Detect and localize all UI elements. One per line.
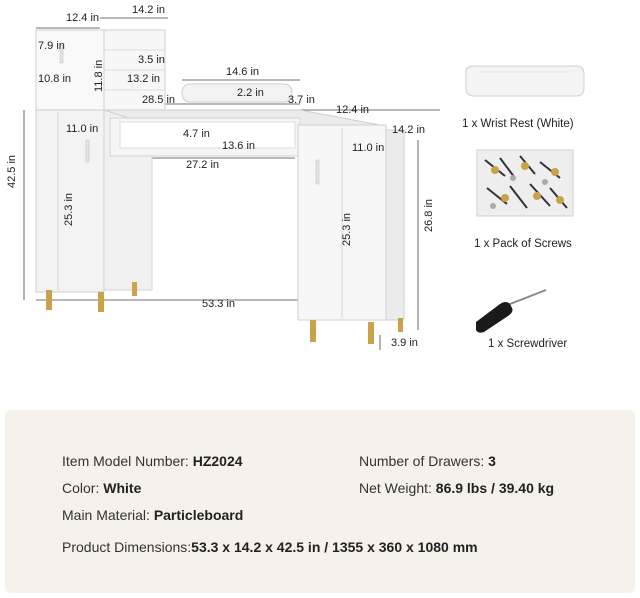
dim-right-cab-width: 11.0 in — [352, 142, 385, 154]
spec-color-value: White — [103, 480, 142, 496]
dim-shelf-gap: 3.5 in — [138, 54, 165, 66]
dim-right-door-height: 25.3 in — [341, 212, 353, 246]
dim-left-door-height: 25.3 in — [63, 192, 75, 226]
spec-color — [62, 480, 141, 496]
spec-drawers — [359, 453, 496, 469]
spec-material-label: Main Material: — [62, 507, 150, 523]
screwdriver-icon — [470, 286, 550, 336]
spec-model — [62, 453, 243, 469]
spec-dimensions — [62, 539, 478, 555]
dim-rest-offset: 3.7 in — [288, 94, 315, 106]
dim-drawer-height: 10.8 in — [38, 73, 72, 85]
spec-material — [62, 507, 243, 523]
spec-dimensions-label: Product Dimensions: — [62, 539, 192, 555]
spec-color-label: Color: — [62, 480, 100, 496]
dim-drawer-inner-w: 13.6 in — [222, 140, 256, 152]
spec-weight-value: 86.9 lbs / 39.40 kg — [435, 480, 555, 496]
dim-upper-width: 12.4 in — [66, 12, 100, 24]
dim-top-width: 14.2 in — [132, 4, 166, 16]
dim-rest-height: 2.2 in — [237, 87, 264, 99]
dim-drawer-width: 7.9 in — [38, 40, 65, 52]
dim-shelf-depth: 13.2 in — [127, 73, 161, 85]
accessory-label-wrist-rest: 1 x Wrist Rest (White) — [462, 118, 574, 130]
spec-weight — [359, 480, 554, 496]
spec-dimensions-value: 53.3 x 14.2 x 42.5 in / 1355 x 360 x 1080 mm — [191, 539, 478, 555]
dim-drawer-inner-h: 4.7 in — [183, 128, 210, 140]
dim-total-height: 42.5 in — [6, 154, 18, 188]
dim-leg-height: 3.9 in — [391, 337, 418, 349]
screws-icon — [475, 148, 575, 218]
spec-material-value: Particleboard — [153, 507, 244, 523]
dim-total-width: 53.3 in — [202, 298, 236, 310]
spec-drawers-value: 3 — [488, 453, 496, 469]
dim-right-width: 12.4 in — [336, 104, 370, 116]
spec-model-value: HZ2024 — [192, 453, 243, 469]
spec-drawers-label: Number of Drawers: — [359, 453, 485, 469]
dim-rest-width: 14.6 in — [226, 66, 260, 78]
dim-open-width: 27.2 in — [186, 159, 220, 171]
dim-desk-height: 26.8 in — [423, 198, 435, 232]
dim-shelf-height: 11.8 in — [93, 59, 105, 92]
spec-panel — [5, 410, 635, 593]
accessory-label-screws: 1 x Pack of Screws — [474, 238, 572, 250]
dim-left-cab-width: 11.0 in — [66, 123, 99, 135]
spec-weight-label: Net Weight: — [359, 480, 432, 496]
dim-desk-span: 28.5 in — [142, 94, 176, 106]
accessory-label-screwdriver: 1 x Screwdriver — [488, 338, 568, 350]
dim-right-depth: 14.2 in — [392, 124, 426, 136]
spec-model-label: Item Model Number: — [62, 453, 189, 469]
wrist-rest-icon — [460, 62, 590, 102]
